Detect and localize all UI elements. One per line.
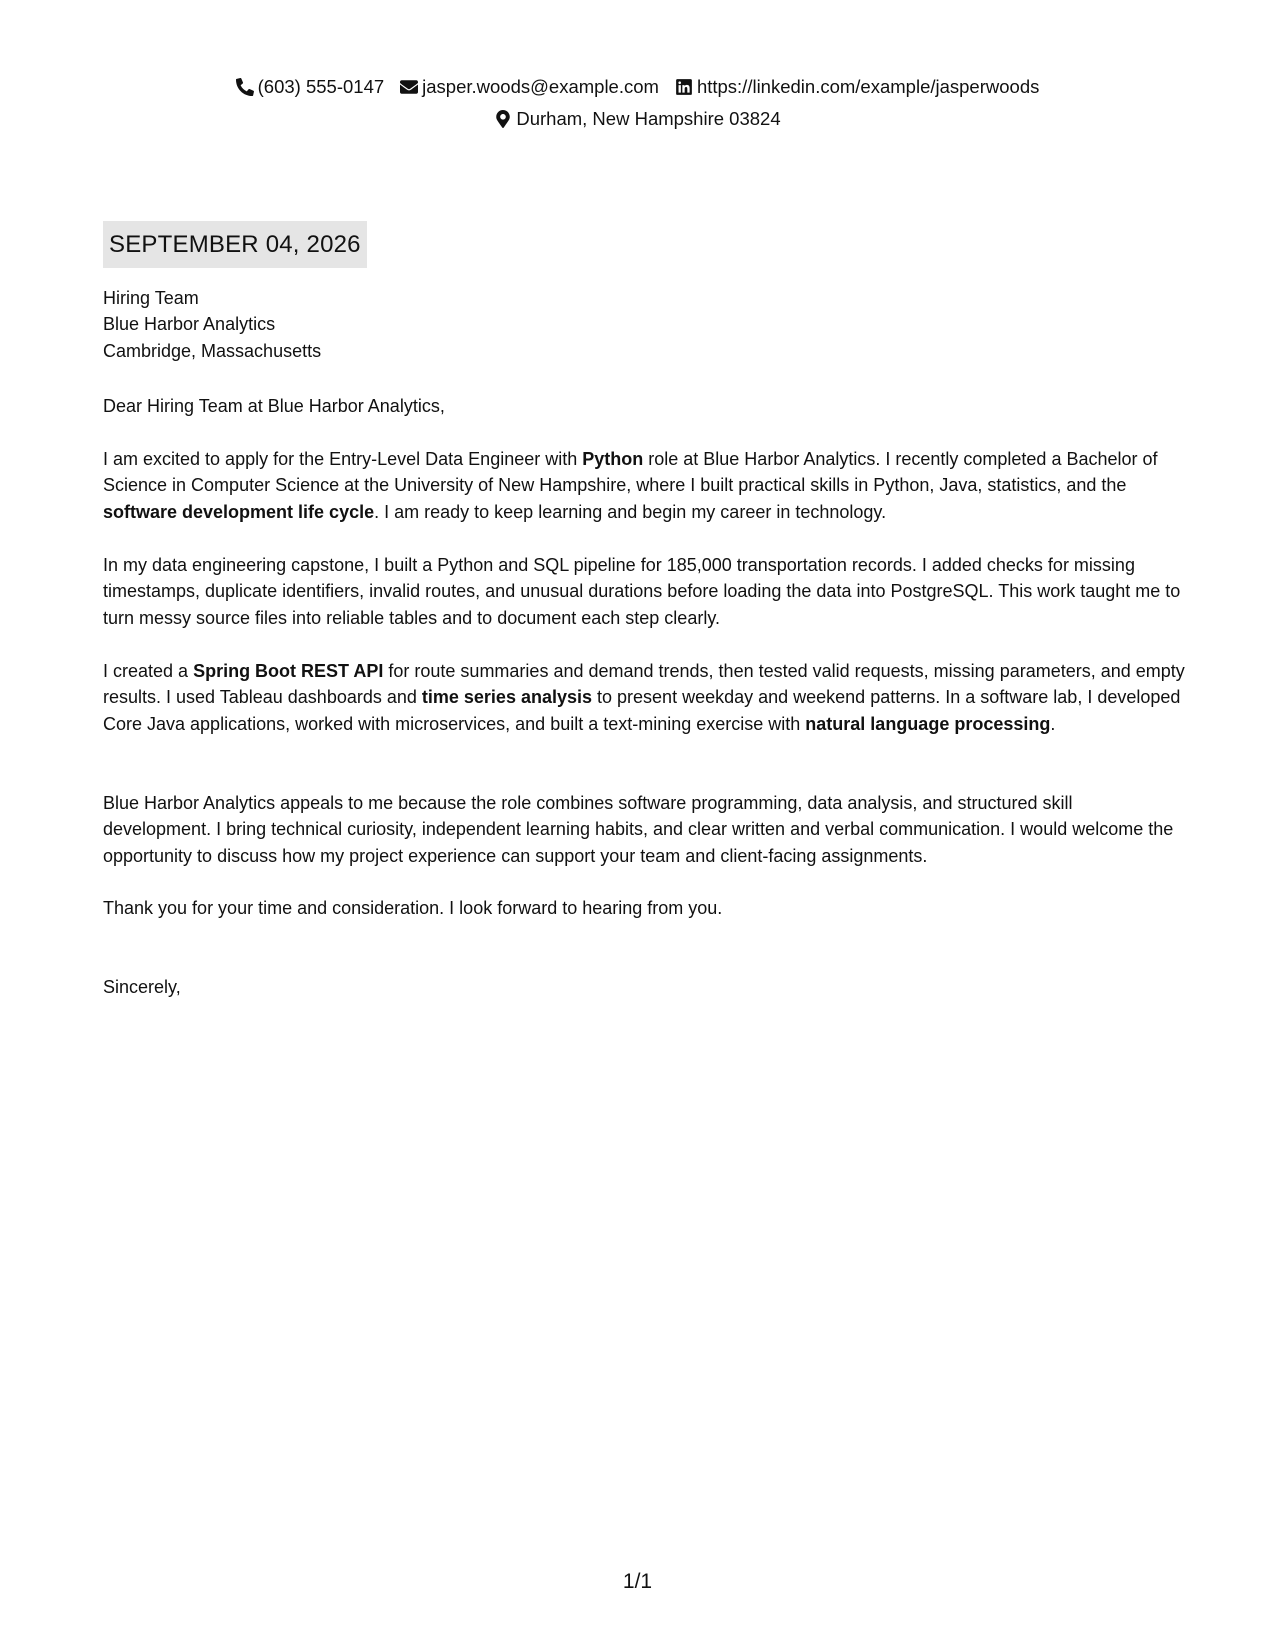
envelope-icon	[400, 78, 418, 96]
linkedin-item	[675, 71, 1039, 103]
bold-keyword: Python	[582, 449, 644, 469]
paragraph-capstone	[103, 552, 1185, 631]
paragraph-intro-text	[103, 446, 1185, 525]
paragraph-intro	[103, 446, 1185, 525]
email-text: jasper.woods@example.com	[422, 76, 659, 97]
paragraph-thanks	[103, 895, 1185, 921]
closing	[103, 974, 1185, 1000]
email-item	[400, 71, 659, 103]
location-text: Durham, New Hampshire 03824	[516, 108, 781, 129]
bold-keyword: time series analysis	[421, 687, 593, 708]
map-marker-icon	[494, 110, 512, 128]
location-item	[494, 103, 780, 135]
phone-icon	[236, 78, 254, 96]
paragraph-motivation	[103, 790, 1185, 869]
text-run: . I am ready to keep learning and begin my career in technology.	[374, 501, 887, 522]
text-run: I am excited to apply for the Entry-Level Data Engineer with	[103, 449, 583, 469]
closing-text: Sincerely,	[103, 977, 181, 997]
paragraph-capstone-text: In my data engineering capstone, I built a Python and SQL pipeline for 185,000 transportation records. I added checks for missing timestamps, duplicate identifiers, invalid routes, and unusual durations before loading the data into PostgreSQL. This work taught me to turn messy source files into reliable tables and to document each step clearly.	[103, 555, 1181, 628]
greeting-text: Dear Hiring Team at Blue Harbor Analytics,	[103, 396, 445, 416]
bold-keyword: software development life cycle	[103, 501, 375, 522]
bold-keyword: natural language processing	[805, 713, 1051, 734]
paragraph-motivation-text: Blue Harbor Analytics appeals to me because the role combines software programming, data analysis, and structured skill development. I bring technical curiosity, independent learning habits, and clear written and verbal communication. I would welcome the opportunity to discuss how my project experience can support your team and client-facing assignments.	[103, 793, 1174, 866]
contact-header	[0, 71, 1275, 135]
page-number: 1/1	[622, 1570, 653, 1593]
phone-text: (603) 555-0147	[257, 76, 385, 97]
recipient-block	[103, 285, 1185, 364]
paragraph-projects	[103, 658, 1185, 737]
text-run: for route summaries and demand trends, then tested valid requests, missing parameters, and empty results. I used Tableau dashboards and	[103, 661, 1185, 708]
text-run: .	[1050, 713, 1056, 734]
contact-row-1	[0, 71, 1275, 103]
letter-date: SEPTEMBER 04, 2026	[103, 221, 367, 268]
paragraph-thanks-text: Thank you for your time and consideration. I look forward to hearing from you.	[103, 898, 723, 918]
phone-item	[236, 71, 385, 103]
recipient-name: Hiring Team	[103, 288, 199, 308]
contact-row-2	[0, 103, 1275, 135]
bold-keyword: Spring Boot REST API	[193, 661, 384, 681]
greeting	[103, 393, 1185, 419]
linkedin-icon	[675, 78, 693, 96]
text-run: role at Blue Harbor Analytics. I recently completed a Bachelor of Science in Computer Science at the University of New Hampshire, where I built practical skills in Python, Java, statistics, and the	[103, 449, 1158, 496]
text-run: I created a	[103, 661, 194, 681]
recipient-company: Blue Harbor Analytics	[103, 314, 276, 335]
paragraph-projects-text	[103, 658, 1185, 737]
recipient-location: Cambridge, Massachusetts	[103, 340, 322, 361]
text-run: to present weekday and weekend patterns. In a software lab, I developed Core Java applications, worked with microservices, and built a text-mining exercise with	[103, 687, 1181, 734]
linkedin-text: https://linkedin.com/example/jasperwoods	[696, 76, 1040, 97]
